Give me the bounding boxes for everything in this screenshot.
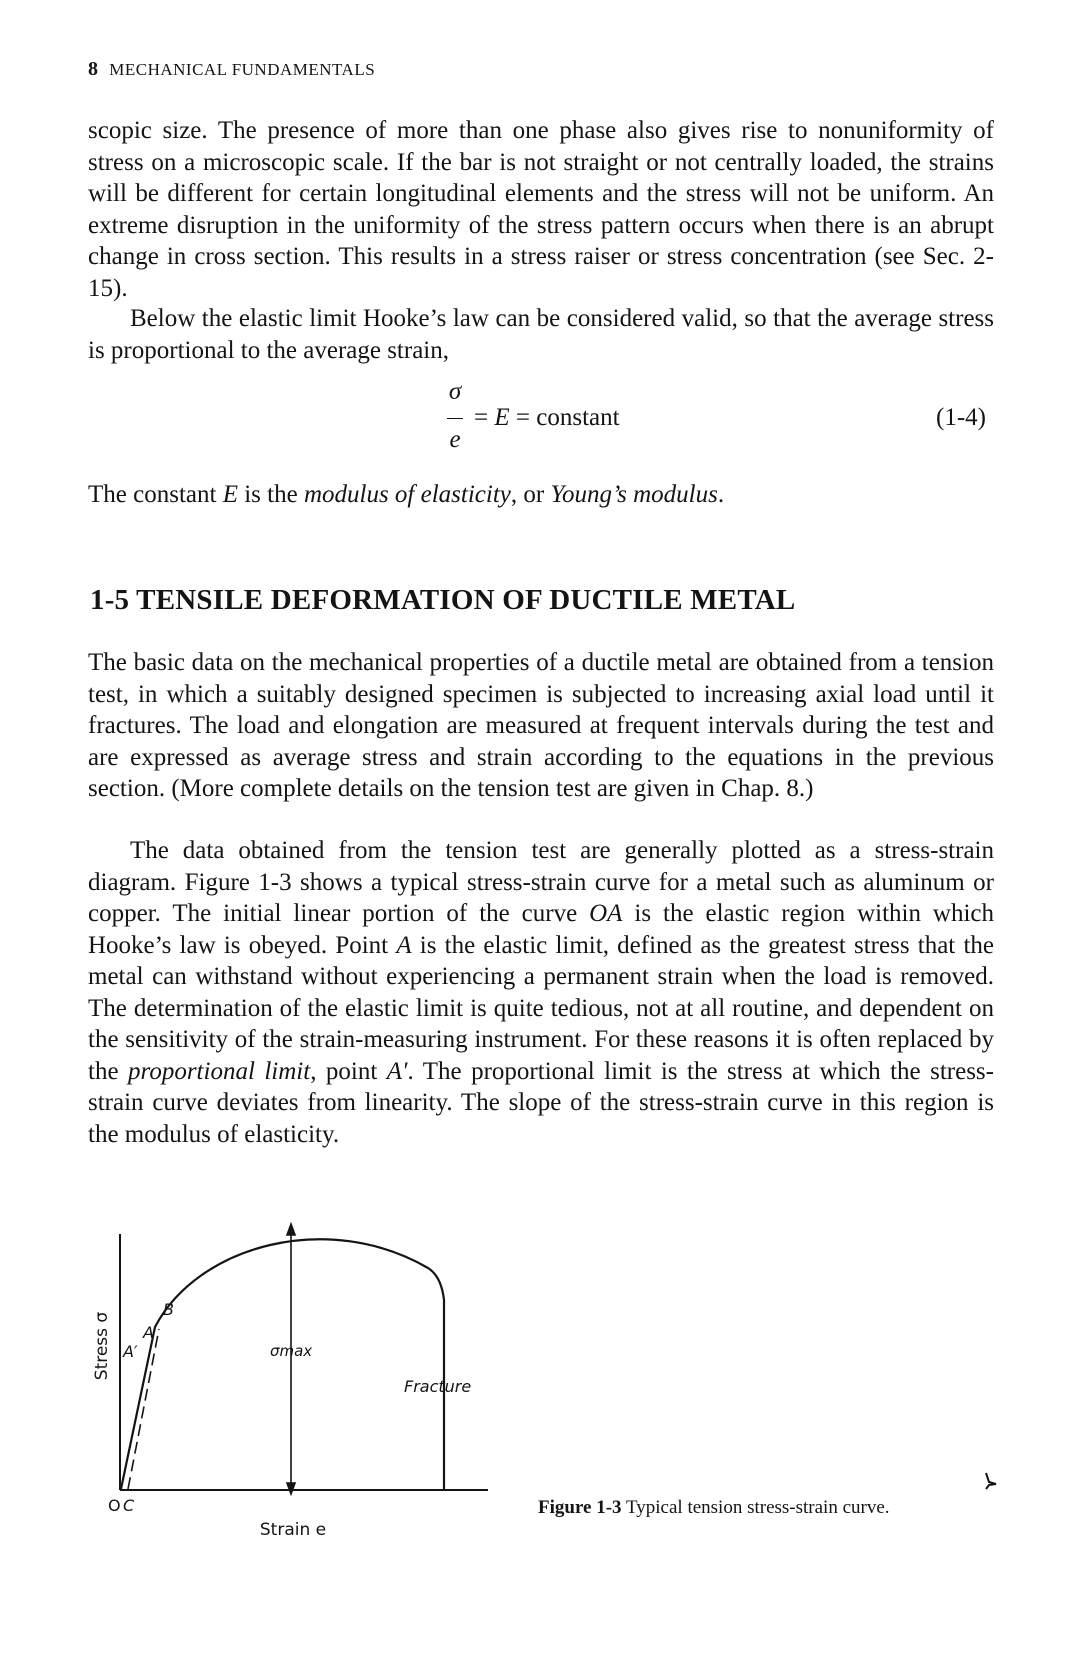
- p5-part5: . The proportional limit is the stress at which the stress-strain curve deviates from linearity. The slope of the stress-strain curve in this region is the modulus of elasticity.: [88, 1057, 994, 1148]
- point-a-prime-label: A′: [123, 1342, 138, 1361]
- p3-term-modulus: modulus of elasticity: [303, 481, 511, 508]
- paragraph-3-text: [88, 479, 994, 511]
- p5-a-prime: A′: [386, 1057, 408, 1085]
- point-b-label: B: [163, 1300, 174, 1319]
- fraction-numerator: σ: [448, 378, 462, 405]
- running-header: [88, 58, 375, 81]
- paragraph-2: [88, 303, 994, 366]
- sigma-max-label: σmax: [270, 1342, 313, 1360]
- figure-caption-label: Figure 1-3: [538, 1497, 622, 1518]
- p3-end: .: [717, 481, 725, 508]
- p5-a: A: [396, 931, 412, 959]
- modulus-symbol: E: [494, 404, 510, 431]
- origin-o-label: O: [108, 1496, 121, 1515]
- paragraph-3: [88, 479, 994, 511]
- p5-part1: The data obtained from the tension test are generally plotted as a stress-strain diagram. Figure 1-3 shows a typical stress-strain curve for a metal such as aluminum or copper. The initial linear portion of the curve: [88, 837, 994, 927]
- equation-rhs: [474, 404, 620, 432]
- p3-mid: is the: [244, 481, 298, 508]
- p5-part4: , point: [310, 1057, 387, 1085]
- point-a-label: A: [143, 1323, 154, 1342]
- p3-prefix: The constant: [88, 481, 217, 508]
- equation-number: (1-4): [936, 404, 986, 431]
- paragraph-5-text: [88, 835, 994, 1150]
- fracture-label: Fracture: [404, 1377, 472, 1396]
- y-axis-label: Stress σ: [92, 1311, 112, 1381]
- figure-caption-text: Typical tension stress-strain curve.: [625, 1497, 890, 1518]
- p5-oa: OA: [589, 900, 623, 927]
- stress-strain-figure: [88, 1210, 528, 1540]
- paragraph-4-text: The basic data on the mechanical properties of a ductile metal are obtained from a tension test, in which a suitably designed specimen is subjected to increasing axial load until it fractures. The load and elongation are measured at frequent intervals during the test and are expressed as average stress and strain according to the equations in the previous section. (More complete details on the tension test are given in Chap. 8.): [88, 649, 994, 802]
- paragraph-1: [88, 115, 994, 304]
- equals-sign: =: [474, 404, 489, 431]
- p5-part2: is the elastic region within which Hooke’s law is obeyed. Point: [88, 900, 994, 959]
- equation-constant: = constant: [515, 404, 620, 431]
- p3-term-youngs: Young’s modulus: [550, 481, 718, 508]
- p5-proportional-limit: proportional limit: [128, 1057, 311, 1085]
- x-axis-label: Strain e: [259, 1520, 327, 1540]
- fraction-denominator: e: [449, 426, 461, 453]
- figure-caption: [538, 1497, 890, 1519]
- stress-strain-diagram: [88, 1210, 528, 1540]
- paragraph-1-text: scopic size. The presence of more than one phase also gives rise to nonuniformity of stress on a microscopic scale. If the bar is not straight or not centrally loaded, the strains will be different for certain longitudinal elements and the stress will not be uniform. An extreme disruption in the uniformity of the stress pattern occurs when there is an abrupt change in cross section. This results in a stress raiser or stress concentration (see Sec. 2-15).: [88, 117, 994, 302]
- pen-mark-icon: [983, 1472, 999, 1490]
- equation-1-4: [0, 378, 1080, 458]
- p5-part3: is the elastic limit, defined as the greatest stress that the metal can withstand without experiencing a permanent strain when the load is removed. The determination of the elastic limit is quite tedious, not at all routine, and dependent on the sensitivity of the strain-measuring instrument. For these reasons it is often replaced by the: [88, 931, 994, 1085]
- fraction-bar: [447, 418, 463, 419]
- paragraph-4: [88, 647, 994, 805]
- p3-or: , or: [510, 481, 545, 508]
- paragraph-2-text: Below the elastic limit Hooke’s law can be considered valid, so that the average stress is proportional to the average strain,: [88, 305, 994, 364]
- origin-c-label: C: [123, 1496, 135, 1515]
- p3-var: E: [222, 481, 238, 508]
- paragraph-5: [88, 835, 994, 1150]
- section-title: 1-5 TENSILE DEFORMATION OF DUCTILE METAL: [90, 584, 796, 616]
- running-title: MECHANICAL FUNDAMENTALS: [109, 60, 376, 79]
- stress-strain-curve: [121, 1239, 444, 1490]
- page-number: 8: [88, 58, 99, 80]
